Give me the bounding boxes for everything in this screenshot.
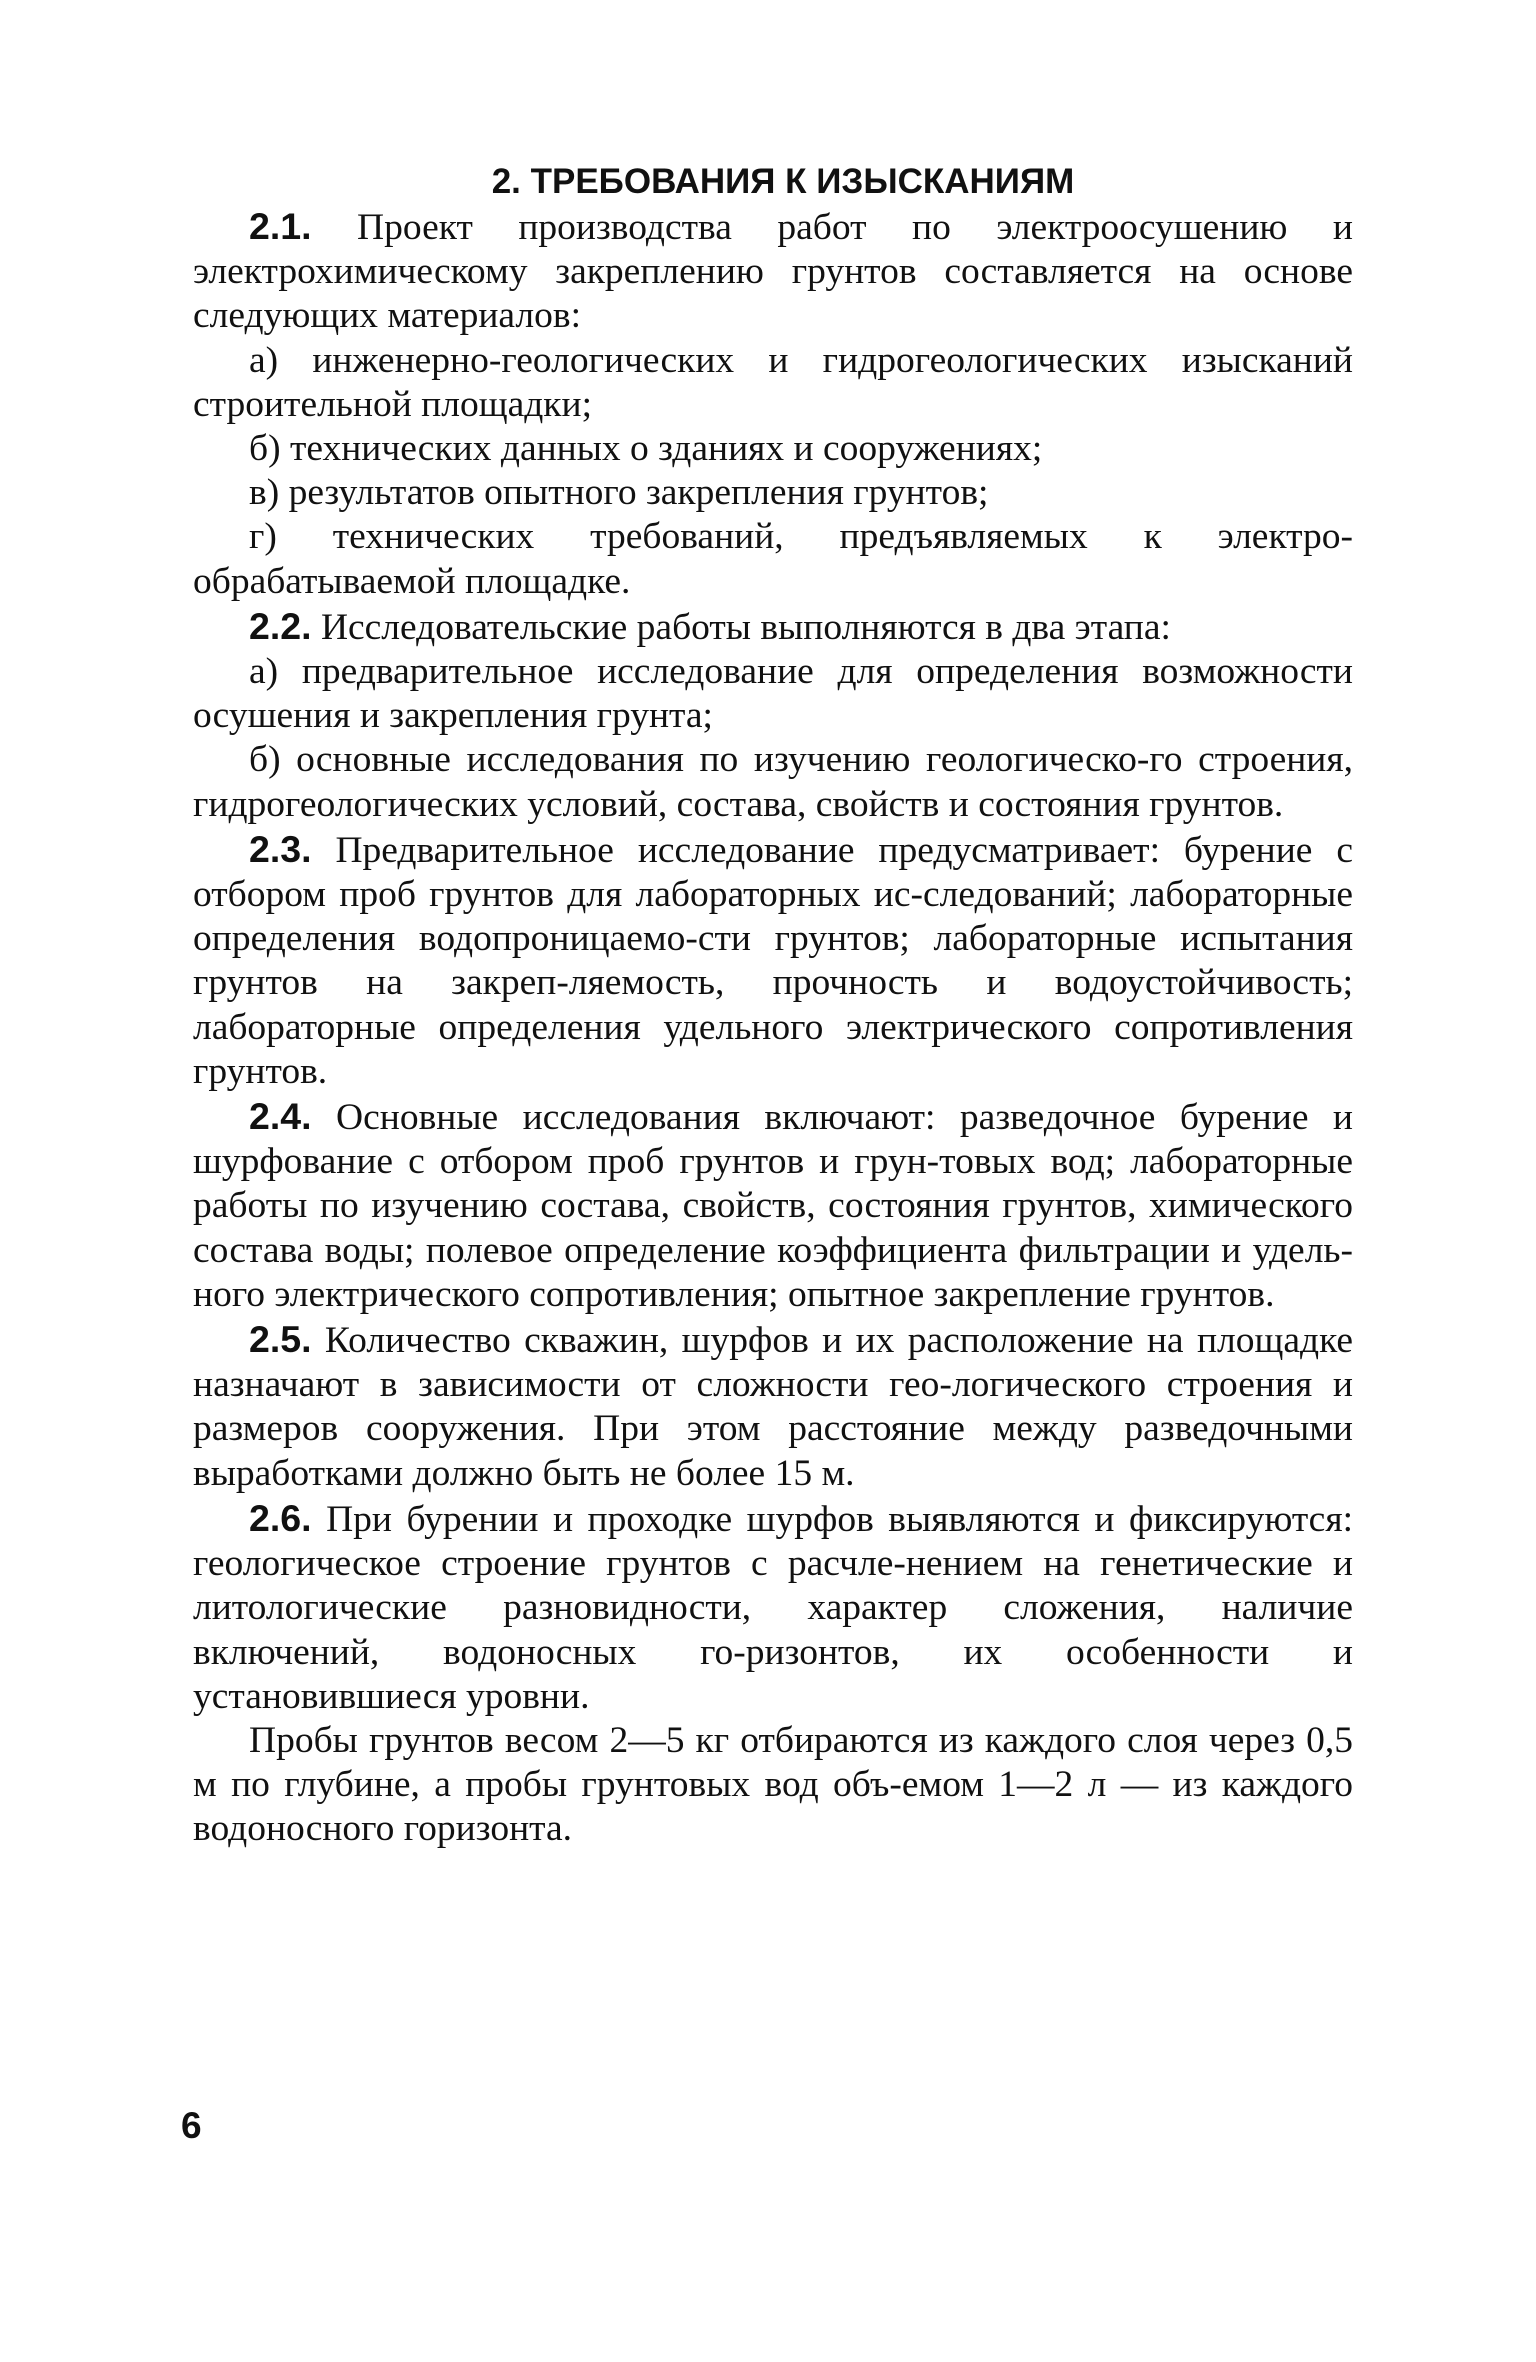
paragraph-2-1 xyxy=(193,204,1353,339)
list-item-v xyxy=(193,471,1353,515)
paragraph-text: в) результатов опытного закрепления грунтов; xyxy=(249,472,989,514)
paragraph-2-2 xyxy=(193,604,1353,650)
list-item-b xyxy=(193,427,1353,471)
section-heading: 2. ТРЕБОВАНИЯ К ИЗЫСКАНИЯМ xyxy=(491,162,1075,201)
paragraph-text: а) инженерно-геологических и гидрогеологических изысканий строительной площадки; xyxy=(193,339,1353,425)
paragraph-text: Проект производства работ по электроосушению и электрохимическому закреплению грунтов составляется на основе следующих материалов: xyxy=(193,207,1353,337)
clause-number: 2.4. xyxy=(249,1095,312,1138)
paragraph-text: б) технических данных о зданиях и сооружениях; xyxy=(249,428,1043,470)
list-item-b xyxy=(193,738,1353,826)
paragraph-2-5 xyxy=(193,1317,1353,1496)
list-item-a xyxy=(193,339,1353,427)
paragraph-text: б) основные исследования по изучению геологическо-го строения, гидрогеологических условий, состава, свойств и состояния грунтов. xyxy=(193,739,1353,825)
paragraph-samples xyxy=(193,1719,1353,1852)
clause-number: 2.6. xyxy=(249,1496,312,1539)
clause-number: 2.1. xyxy=(249,205,312,247)
clause-number: 2.5. xyxy=(249,1318,312,1361)
paragraph-text: а) предварительное исследование для определения возможности осушения и закрепления грунта; xyxy=(193,651,1353,737)
paragraph-2-6 xyxy=(193,1496,1353,1719)
page-body xyxy=(193,160,1353,1852)
list-item-g xyxy=(193,515,1353,603)
list-item-a xyxy=(193,650,1353,738)
page-number: 6 xyxy=(181,2105,202,2146)
paragraph-text: Исследовательские работы выполняются в два этапа: xyxy=(311,606,1171,648)
paragraph-text: г) технических требований, предъявляемых к электро-обрабатываемой площадке. xyxy=(193,516,1353,602)
paragraph-text: Количество скважин, шурфов и их расположение на площадке назначают в зависимости от сложности гео-логического строения и размеров сооружения. При этом расстояние между разведочными выработками должно быть не более 15 м. xyxy=(193,1320,1353,1494)
paragraph-2-4 xyxy=(193,1094,1353,1317)
paragraph-text: При бурении и проходке шурфов выявляются и фиксируются: геологическое строение грунтов с расчле-нением на генетические и литологические разновидности, характер сложения, наличие включений, водоносных го-ризонтов, их особенности и установившиеся уровни. xyxy=(193,1498,1353,1717)
paragraph-text: Предварительное исследование предусматривает: бурение с отбором проб грунтов для лабораторных ис-следований; лабораторные определения водопроницаемо-сти грунтов; лабораторные испытания грунтов на закреп-ляемость, прочность и водоустойчивость; лабораторные определения удельного электрического сопротивления грунтов. xyxy=(193,829,1353,1092)
clause-number: 2.2. xyxy=(249,604,312,647)
clause-number: 2.3. xyxy=(249,827,312,870)
paragraph-text: Основные исследования включают: разведочное бурение и шурфование с отбором проб грунтов и грун-товых вод; лабораторные работы по изучению состава, свойств, состояния грунтов, химического состава воды; полевое определение коэффициента фильтрации и удель-ного электрического сопротивления; опытное закрепление грунтов. xyxy=(193,1097,1353,1315)
paragraph-text: Пробы грунтов весом 2—5 кг отбираются из каждого слоя через 0,5 м по глубине, а пробы грунтовых вод объ-емом 1—2 л — из каждого водоносного горизонта. xyxy=(193,1719,1353,1850)
paragraph-2-3 xyxy=(193,827,1353,1094)
